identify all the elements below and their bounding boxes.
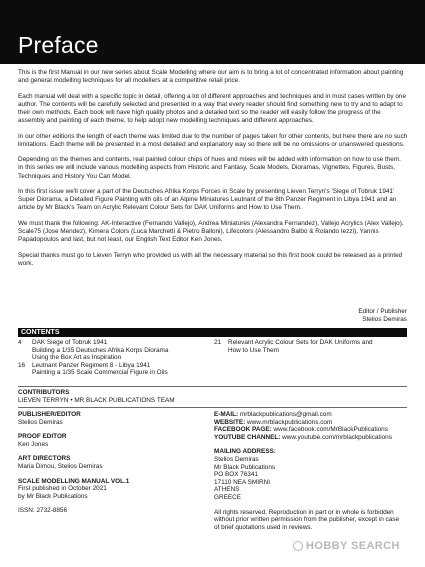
rights-notice: All rights reserved. Reproduction in part or in whole is forbidden without prior written permission from the publisher, except in case of brief quotations used in reviews.: [214, 508, 400, 531]
preface-paragraph: We must thank the following: AK-Interactive (Fernando Vallejo), Andrea Miniatures (Alexandra Fernandez), Vallejo Acrylics (Alex Vallejo), Scale75 (Jose Mendez), Kimera Colors (Luca Marchetti & Pietro Balloni), Lifecolors (Alessandro Balbo & Rolando Iezzi), Yannis Papadopoulos and last, but not least, our English Text Editor Ken Jones.: [18, 219, 404, 244]
preface-paragraph: This is the first Manual in our new series about Scale Modelling where our aim is to bring a lot of concentrated information about painting and general modelling techniques for all modellers at a competitive retail price.: [18, 69, 404, 85]
issn: ISSN: 2732-8856: [18, 507, 68, 515]
watermark-text: HOBBY SEARCH: [306, 540, 400, 552]
divider: [18, 386, 407, 387]
manual-publication-line: First published in October 2021: [18, 485, 107, 493]
email-label: E-MAIL:: [214, 411, 239, 418]
divider: [18, 407, 407, 408]
contents-heading: CONTENTS: [21, 329, 60, 336]
contents-page-number: 21: [214, 339, 222, 346]
proof-editor-name: Ken Jones: [18, 440, 49, 448]
art-directors-names: Maria Dimou, Stelios Demiras: [18, 462, 103, 470]
preface-paragraph: In our other editions the length of each theme was limited due to the number of pages taken for other contents, but here there are no such limitations. Each theme will be presented in a most detailed and explanatory way so there will be no omissions or unanswered questions.: [18, 132, 408, 148]
preface-paragraph: Each manual will deal with a specific topic in detail, offering a lot of different approaches and techniques and in most cases written by one author. The contents will be carefully selected and presented in a way that every reader should find something new to try and to adapt to their own methods. Each book will have high quality photos and a detailed text so the reader will easily follow the progress of the assembly and painting of each theme, to help adopt new modelling techniques and different approaches.: [18, 92, 407, 125]
address-line: Mr Black Publications: [214, 463, 276, 471]
contents-item: [214, 339, 407, 347]
manual-heading: SCALE MODELLING MANUAL VOL.1: [18, 477, 130, 485]
page-header: [0, 0, 425, 64]
contents-subtitle: How to Use Them: [228, 346, 280, 354]
page-title: Preface: [18, 32, 99, 58]
art-directors-heading: ART DIRECTORS: [18, 455, 71, 463]
contents-item: [18, 339, 208, 347]
contents-subtitle: Using the Box Art as Inspiration: [32, 354, 122, 362]
contributors-heading: CONTRIBUTORS: [18, 389, 70, 396]
contents-subtitle: Painting a 1/35 Scale Commercial Figure in Oils: [32, 369, 168, 377]
contents-item: [18, 362, 208, 370]
proof-editor-heading: PROOF EDITOR: [18, 433, 67, 441]
signature-role: Editor / Publisher: [358, 308, 407, 315]
contributors-block: [18, 389, 398, 404]
contents-title: DAK Siege of Tobruk 1941: [32, 339, 108, 346]
preface-body: [18, 69, 408, 275]
hobby-search-logo-icon: [293, 541, 303, 551]
contact-column: [214, 411, 407, 531]
credits-column: [18, 411, 203, 515]
publisher-heading: PUBLISHER/EDITOR: [18, 411, 81, 418]
address-line: PO BOX 76341: [214, 471, 259, 479]
contents-title: Leutnant Panzer Regiment 8 - Libya 1941: [32, 361, 151, 369]
contents-right-column: [214, 339, 407, 354]
youtube-link[interactable]: www.youtube.com/mrblackpublications: [282, 433, 392, 441]
website-label: WEBSITE:: [214, 418, 246, 426]
address-line: ATHENS: [214, 486, 240, 494]
publisher-name: Stelios Demiras: [18, 418, 63, 426]
address-line: Stelios Demiras: [214, 455, 259, 463]
mailing-address-heading: MAILING ADDRESS:: [214, 448, 276, 456]
contents-heading-bar: [18, 328, 407, 337]
preface-paragraph: Special thanks must go to Lieven Terryn who provided us with all the necessary material so this first book could be released as a printed work.: [18, 251, 403, 267]
website-link[interactable]: www.mrblackpublications.com: [247, 418, 333, 426]
email-link[interactable]: mrblackpublications@gmail.com: [239, 411, 332, 418]
manual-publisher-line: by Mr Black Publications: [18, 492, 88, 500]
facebook-label: FACEBOOK PAGE:: [214, 426, 272, 434]
contributors-list: LIEVEN TERRYN • MR BLACK PUBLICATIONS TEAM: [18, 396, 175, 404]
contents-title: Relevant Acrylic Colour Sets for DAK Uniforms and: [228, 339, 373, 346]
address-line: GREECE: [214, 493, 241, 501]
preface-paragraph: Depending on the themes and contents, real painted colour chips of hues and mixes will be added with information on how to use them. In this series we will include various modelling aspects from Historic and Fantasy, Scale Models, Dioramas, Vignettes, Figures, Busts, Techniques and History You Can Model.: [18, 156, 401, 180]
facebook-link[interactable]: www.facebook.com/MrBlackPublications: [273, 426, 388, 434]
youtube-label: YOUTUBE CHANNEL:: [214, 433, 281, 441]
signature-name: Stelios Demiras: [362, 316, 407, 323]
address-line: 17110 NEA SMIRNI: [214, 478, 271, 486]
contents-left-column: [18, 339, 208, 377]
preface-paragraph: In this first issue we'll cover a part of the Deutsches Afrika Korps Forces in Scale by presenting Lieven Terryn's 'Siege of Tobruk 1941' Super Diorama, a Detailed Figure Painting with oils of an Alpine Miniatures Leutnant of the 8th Panzer Regiment in Libya 1941 and an article by Mr Black's Team on Acrylic Relevant Colour Sets for DAK Uniforms and How to Use Them.: [18, 187, 397, 212]
contents-page-number: 16: [18, 361, 26, 369]
signature: [358, 308, 407, 324]
contents-page-number: 4: [18, 339, 22, 346]
contents-subtitle: Building a 1/35 Deutsches Afrika Korps Diorama: [32, 346, 169, 354]
hobby-search-watermark: [293, 540, 400, 552]
